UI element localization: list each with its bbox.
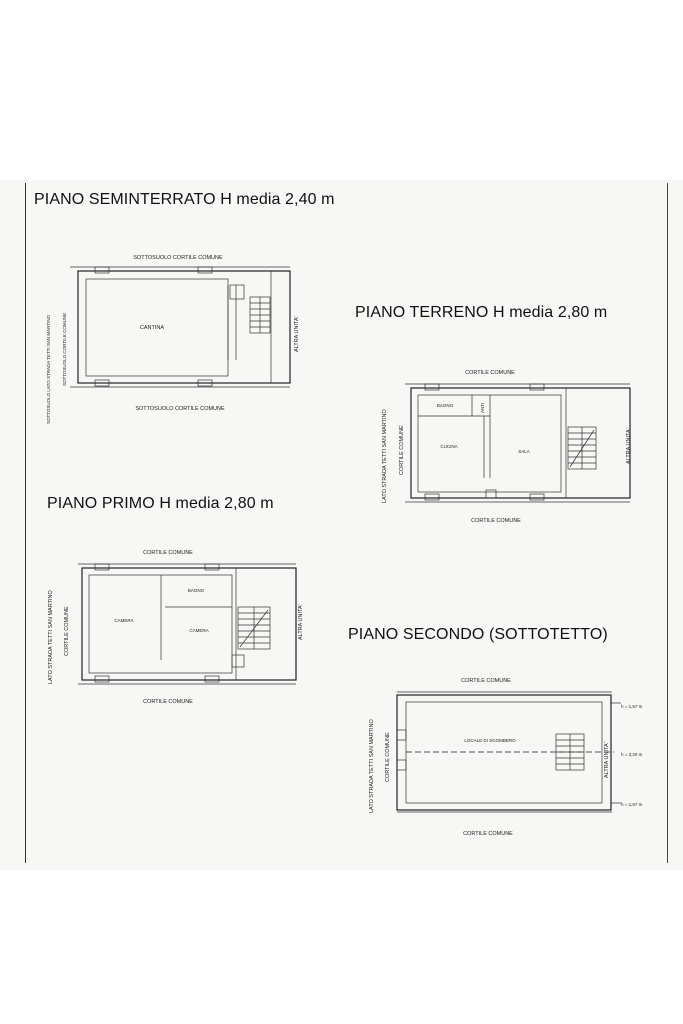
label-right: ALTRA UNITA' (626, 428, 632, 464)
room-cucina: CUCINA (440, 444, 458, 449)
plan-primo (48, 550, 304, 705)
label-top: CORTILE COMUNE (465, 370, 515, 376)
room-bagno: BAGNO (436, 403, 454, 408)
room-camera-1: CAMERA (114, 618, 134, 623)
plan-seminterrato (46, 255, 300, 424)
stair-primo (238, 607, 270, 649)
plan-terreno (382, 370, 632, 524)
label-left-inner: CORTILE COMUNE (385, 732, 391, 782)
height-bottom: h = 1,57 m (621, 802, 643, 807)
label-bottom: CORTILE COMUNE (471, 518, 521, 524)
label-top: CORTILE COMUNE (461, 678, 511, 684)
label-left-outer: LATO STRADA TETTI SAN MARTINO (369, 719, 375, 813)
label-left-inner: CORTILE COMUNE (64, 606, 70, 656)
label-left-inner: CORTILE COMUNE (399, 425, 405, 475)
room-bagno: BAGNO (187, 588, 205, 593)
title-seminterrato: PIANO SEMINTERRATO H media 2,40 m (34, 191, 335, 208)
label-bottom: CORTILE COMUNE (463, 831, 513, 837)
stair-terreno (568, 427, 596, 469)
label-bottom: CORTILE COMUNE (143, 699, 193, 705)
height-middle: h = 3,20 m (621, 752, 643, 757)
room-cantina: CANTINA (139, 325, 165, 331)
title-primo: PIANO PRIMO H media 2,80 m (47, 495, 274, 512)
label-left-outer: LATO STRADA TETTI SAN MARTINO (48, 590, 54, 684)
label-top: SOTTOSUOLO CORTILE COMUNE (133, 255, 223, 261)
room-camera-2: CAMERA (189, 628, 209, 633)
height-top: h = 1,57 m (621, 704, 643, 709)
stair-secondo (556, 734, 584, 770)
label-right: ALTRA UNITA' (604, 742, 610, 778)
room-anti: ANTI (480, 402, 485, 413)
label-left-outer: SOTTOSUOLO LATO STRADA TETTI SAN MARTINO (46, 314, 51, 424)
room-locale-sgombero: LOCALE DI SGOMBERO (464, 738, 516, 743)
label-top: CORTILE COMUNE (143, 550, 193, 556)
stair-seminterrato (250, 297, 270, 333)
room-sala: SALA (518, 449, 530, 454)
title-terreno: PIANO TERRENO H media 2,80 m (355, 304, 608, 321)
title-secondo: PIANO SECONDO (SOTTOTETTO) (348, 626, 608, 643)
plan-secondo (369, 678, 643, 837)
label-left-outer: LATO STRADA TETTI SAN MARTINO (382, 409, 388, 503)
label-right: ALTRA UNITA' (298, 604, 304, 640)
label-right: ALTRA UNITA' (294, 316, 300, 352)
label-bottom: SOTTOSUOLO CORTILE COMUNE (135, 406, 225, 412)
label-left-inner: SOTTOSUOLO CORTILE COMUNE (62, 312, 67, 386)
